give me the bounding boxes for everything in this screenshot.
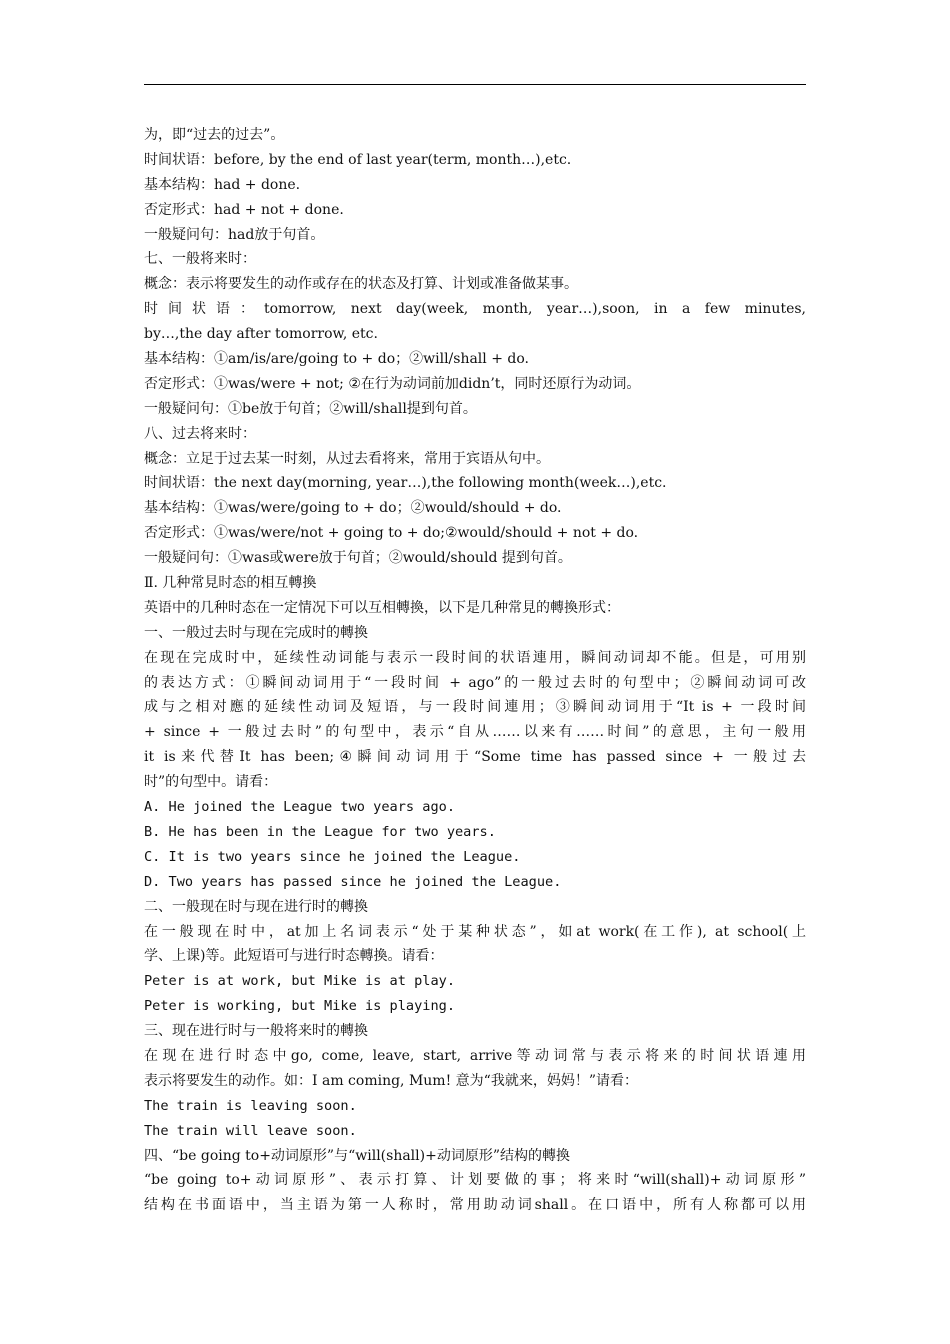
example-sentence: B. He has been in the League for two years. — [144, 823, 496, 840]
text-line: by…,the day after tomorrow, etc. — [144, 326, 378, 343]
text-line: 基本结构：①was/were/going to + do；②would/should + do. — [144, 500, 562, 517]
section-heading: 三、现在进行时与一般将来时的轉換 — [144, 1023, 368, 1040]
text-line: 基本结构：had + done. — [144, 176, 301, 193]
text-line: 在现在进行时态中go, come, leave, start, arrive等动词常与表示将来的时间状语連用 — [144, 1047, 806, 1064]
text-line: + since + 一般过去时”的句型中，表示“自从……以来有……时间”的意思，主句一般用 — [144, 724, 806, 741]
text-line: “be going to+动词原形”、表示打算、计划要做的事；将来时“will(shall)+动词原形” — [144, 1172, 806, 1189]
section-heading: 八、过去将来时： — [144, 425, 256, 442]
text-line: 一般疑问句：①was或were放于句首；②would/should 提到句首。 — [144, 550, 572, 567]
text-line: 基本结构：①am/is/are/going to + do；②will/shall + do. — [144, 351, 529, 368]
text-line: 否定形式：①was/were/not + going to + do;②would/should + not + do. — [144, 525, 639, 542]
text-line: 概念：立足于过去某一时刻，从过去看将来，常用于宾语从句中。 — [144, 450, 550, 467]
text-line: 时”的句型中。请看： — [144, 774, 278, 791]
section-heading: 四、“be going to+动词原形”与“will(shall)+动词原形”结构的轉換 — [144, 1147, 570, 1164]
example-sentence: A. He joined the League two years ago. — [144, 799, 455, 816]
text-line: it is来代替It has been;④瞬间动词用于“Some time has passed since + 一般过去 — [144, 749, 806, 766]
text-line: 否定形式：had + not + done. — [144, 201, 344, 218]
example-sentence: D. Two years has passed since he joined the League. — [144, 873, 562, 890]
example-sentence: The train will leave soon. — [144, 1122, 357, 1139]
text-line: 时间状语：the next day(morning, year…),the following month(week…),etc. — [144, 475, 667, 492]
example-sentence: Peter is at work, but Mike is at play. — [144, 973, 455, 990]
text-line: 时间状语：tomorrow, next day(week, month, year…),soon, in a few minutes, — [144, 301, 806, 318]
section-heading: Ⅱ. 几种常見时态的相互轉換 — [144, 575, 317, 592]
text-line: 为，即“过去的过去”。 — [144, 127, 285, 143]
text-line: 一般疑问句：①be放于句首；②will/shall提到句首。 — [144, 400, 477, 417]
text-line: 英语中的几种时态在一定情况下可以互相轉換，以下是几种常見的轉換形式： — [144, 599, 620, 616]
example-sentence: The train is leaving soon. — [144, 1097, 357, 1114]
text-line: 在现在完成时中，延续性动词能与表示一段时间的状语連用，瞬间动词却不能。但是，可用别 — [144, 649, 806, 666]
text-line: 概念：表示将要发生的动作或存在的状态及打算、计划或准备做某事。 — [144, 276, 578, 293]
header-rule — [144, 84, 806, 85]
text-line: 否定形式：①was/were + not; ②在行为动词前加didn’t，同时还原行为动词。 — [144, 375, 641, 392]
section-heading: 二、一般现在时与现在进行时的轉換 — [144, 898, 368, 915]
text-line: 在一般现在时中，at加上名词表示“处于某种状态”，如at work(在工作), at school(上 — [144, 923, 806, 940]
section-heading: 七、一般将来时： — [144, 251, 256, 268]
example-sentence: C. It is two years since he joined the League. — [144, 848, 521, 865]
example-sentence: Peter is working, but Mike is playing. — [144, 998, 455, 1015]
text-line: 成与之相对應的延续性动词及短语，与一段时间連用；③瞬间动词用于“It is + 一段时间 — [144, 699, 806, 716]
section-heading: 一、一般过去时与现在完成时的轉換 — [144, 624, 368, 641]
text-line: 表示将要发生的动作。如：I am coming, Mum! 意为“我就来，妈妈！”请看： — [144, 1072, 638, 1089]
text-line: 学、上课)等。此短语可与进行时态轉換。请看： — [144, 948, 444, 965]
document-body — [144, 123, 806, 1218]
text-line: 时间状语：before, by the end of last year(term, month…),etc. — [144, 151, 572, 168]
text-line: 的表达方式：①瞬间动词用于“一段时间 + ago”的一般过去时的句型中；②瞬间动词可改 — [144, 674, 806, 691]
text-line: 结构在书面语中，当主语为第一人称时，常用助动词shall。在口语中，所有人称都可以用 — [144, 1197, 806, 1214]
text-line: 一般疑问句：had放于句首。 — [144, 226, 325, 243]
